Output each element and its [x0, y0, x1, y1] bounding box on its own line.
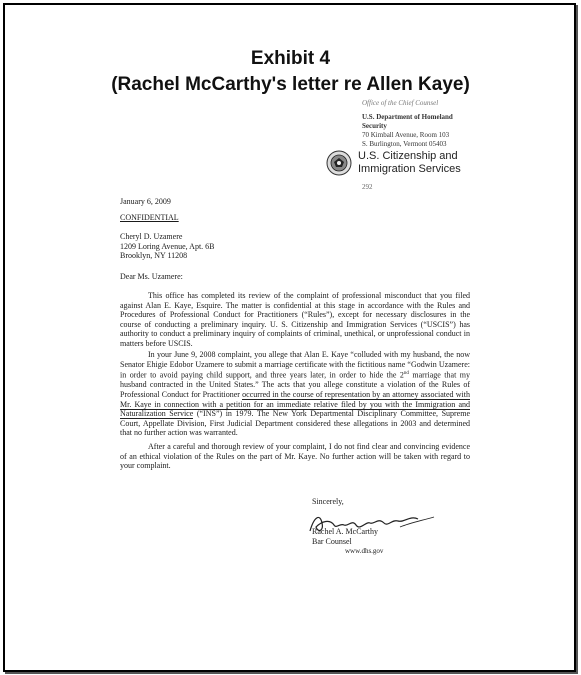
paragraph-text: (“INS”) in 1979. The New York Departmental Disciplinary Committee, Supreme Court, Appellate Division, First Judicial Department considered these allegations in 2003 and determined that no further action was warranted.: [120, 409, 471, 438]
recipient-line: 1209 Loring Avenue, Apt. 6B: [120, 241, 215, 251]
agency-line: U.S. Citizenship and: [358, 150, 458, 162]
letterhead-address: [362, 113, 453, 149]
paragraph-text: This office has completed its review of the complaint of professional misconduct that you filed against Alan E. Kaye, Esquire. The matter is confidential at this stage in accordance with the Rules and Procedures of Professional Conduct for Practitioners (“Rules”), except for necessary disclosures in the course of conducting a preliminary inquiry. U. S. Citizenship and Immigration Services (“USCIS”) has authority to conduct a preliminary inquiry of complaints of criminal, unethical, or unprofessional conduct in matters before USCIS.: [120, 291, 470, 348]
exhibit-title: Exhibit 4: [250, 48, 331, 69]
address-line: S. Burlington, Vermont 05403: [362, 140, 447, 148]
paragraph-1: [120, 291, 470, 349]
confidential-label: CONFIDENTIAL: [120, 213, 179, 222]
recipient-block: [120, 232, 215, 261]
superscript: nd: [403, 371, 409, 377]
signer-block: [312, 527, 378, 546]
letterhead-code: 292: [362, 183, 373, 191]
website-link: www.dhs.gov: [345, 547, 384, 555]
address-line: U.S. Department of Homeland: [362, 113, 453, 121]
paragraph-text: After a careful and thorough review of your complaint, I do not find clear and convincing evidence of an ethical violation of the Rules on the part of Mr. Kaye. No further action will be taken with regard to your complaint.: [120, 442, 470, 471]
office-label: Office of the Chief Counsel: [362, 99, 439, 107]
signer-name: Rachel A. McCarthy: [312, 527, 378, 536]
underlined-text: occurred in the course of representation by an attorney associated with Mr. Kaye in connection with a petition for an immediate relative filed by you with the Immigration and Naturalization Service: [120, 390, 470, 419]
paragraph-3: [120, 442, 470, 471]
recipient-line: Brooklyn, NY 11208: [120, 251, 188, 261]
closing: Sincerely,: [312, 497, 344, 506]
agency-name: [358, 150, 461, 176]
salutation: Dear Ms. Uzamere:: [120, 272, 183, 281]
agency-line: Immigration Services: [358, 163, 461, 175]
paragraph-2: [120, 350, 470, 438]
letter-date: January 6, 2009: [120, 197, 171, 206]
address-line: Security: [362, 122, 387, 130]
exhibit-subtitle: (Rachel McCarthy's letter re Allen Kaye): [111, 74, 470, 95]
dhs-seal-icon: [326, 150, 352, 176]
recipient-line: Cheryl D. Uzamere: [120, 232, 183, 241]
address-line: 70 Kimball Avenue, Room 103: [362, 131, 450, 139]
signer-title: Bar Counsel: [312, 536, 352, 546]
paragraph-text: In your June 9, 2008 complaint, you allege that Alan E. Kaye “colluded with my husband, the now Senator Ehigie Edobor Uzamere to submit a marriage certificate with the fictitious name “Godwin Uzamere: in order to avoid paying child support, and three years later, in order to hide the 2: [120, 350, 470, 380]
paragraph-text: marriage that my husband contracted in the United States.” The acts that you allege constitute a violation of the Rules of Professional Conduct for Practitioner: [120, 370, 471, 400]
